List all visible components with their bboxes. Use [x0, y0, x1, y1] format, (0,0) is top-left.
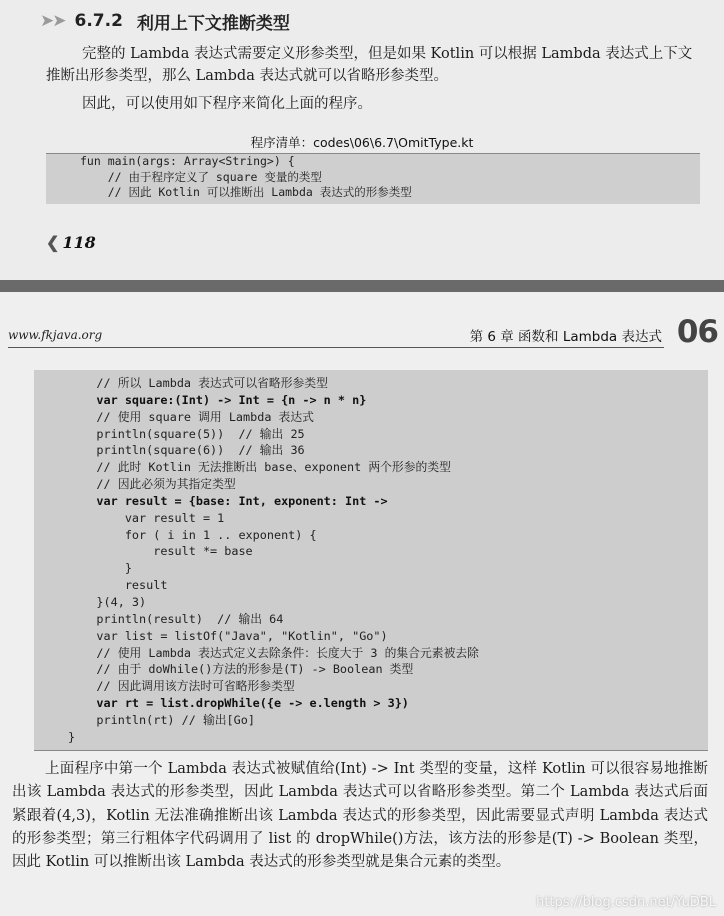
page-mark-icon: ❮: [46, 233, 60, 252]
explanation-paragraph: 上面程序中第一个 Lambda 表达式被赋值给(Int) -> Int 类型的变量，这样 Kotlin 可以很容易地推断出该 Lambda 表达式的形参类型，因此 Lambda 表达式可以省略形参类型。第二个 Lambda 表达式后面紧跟着(4,3)，Kotlin 无法准确推断出该 Lambda 表达式的形参类型，因此需要显式声明 Lambda 表达式的形参类型；第三行粗体字代码调用了 list 的 dropWhile()方法，该方法的形参是(T) -> Boolean 类型，因此 Kotlin 可以推断出该 Lambda 表达式的形参类型就是集合元素的类型。: [12, 761, 708, 871]
code-line: var result = 1: [68, 510, 225, 525]
code-line: }: [68, 561, 132, 576]
code-line: println(result) // 输出 64: [68, 611, 284, 626]
header-divider: [8, 347, 664, 348]
code-line: // 因此调用该方法时可省略形参类型: [68, 679, 295, 694]
code-line: // 所以 Lambda 表达式可以省略形参类型: [68, 376, 328, 390]
code-line: println(rt) // 输出[Go]: [68, 712, 255, 727]
chapter-number: 06: [676, 314, 718, 350]
code-line: // 使用 Lambda 表达式定义去除条件：长度大于 3 的集合元素被去除: [68, 645, 479, 660]
code-line: // 由于 doWhile()方法的形参是(T) -> Boolean 类型: [68, 662, 414, 677]
code-line: // 此时 Kotlin 无法推断出 base、exponent 两个形参的类型: [68, 460, 451, 475]
page-number: [46, 233, 96, 252]
top-page: [0, 0, 724, 280]
website-url: www.fkjava.org: [8, 328, 103, 342]
page-number-value: 118: [62, 233, 96, 252]
intro-paragraph: 完整的 Lambda 表达式需要定义形参类型，但是如果 Kotlin 可以根据 Lambda 表达式上下文推断出形参类型，那么 Lambda 表达式就可以省略形参类型。: [46, 46, 693, 84]
code-line: var square:(Int) -> Int = {n -> n * n}: [68, 392, 367, 407]
code-line: var list = listOf("Java", "Kotlin", "Go"): [68, 628, 388, 643]
code-line: result: [68, 578, 168, 593]
double-arrow-icon: ➤➤: [40, 11, 65, 31]
section-number: 6.7.2: [74, 11, 123, 31]
section-title: 利用上下文推断类型: [136, 13, 290, 34]
code-line: }: [68, 729, 76, 744]
watermark: https://blog.csdn.net/YuDBL: [536, 895, 716, 910]
code-line: // 因此必须为其指定类型: [68, 477, 236, 492]
code-line: println(square(6)) // 输出 36: [68, 443, 305, 458]
code-line: var result = {base: Int, exponent: Int ->: [68, 493, 388, 508]
chapter-title: 第 6 章 函数和 Lambda 表达式: [469, 329, 662, 345]
code-line: // 使用 square 调用 Lambda 表达式: [68, 409, 314, 424]
code-line: // 因此 Kotlin 可以推断出 Lambda 表达式的形参类型: [80, 185, 412, 199]
code-line: for ( i in 1 .. exponent) {: [68, 527, 317, 542]
code-line: fun main(args: Array<String>) {: [80, 154, 295, 168]
code-line: result *= base: [68, 544, 253, 559]
code-block-bottom: [34, 370, 708, 751]
bottom-page: [0, 292, 724, 916]
code-block-top: [46, 153, 700, 204]
code-line: // 由于程序定义了 square 变量的类型: [80, 169, 322, 184]
code-line: }(4, 3): [68, 594, 147, 609]
code-line: println(square(5)) // 输出 25: [68, 426, 305, 441]
listing-caption: 程序清单：codes\06\6.7\OmitType.kt: [250, 135, 474, 150]
followup-paragraph: 因此，可以使用如下程序来简化上面的程序。: [82, 96, 372, 112]
code-line: var rt = list.dropWhile({e -> e.length > 3}): [68, 696, 409, 711]
section-heading: [40, 6, 290, 36]
